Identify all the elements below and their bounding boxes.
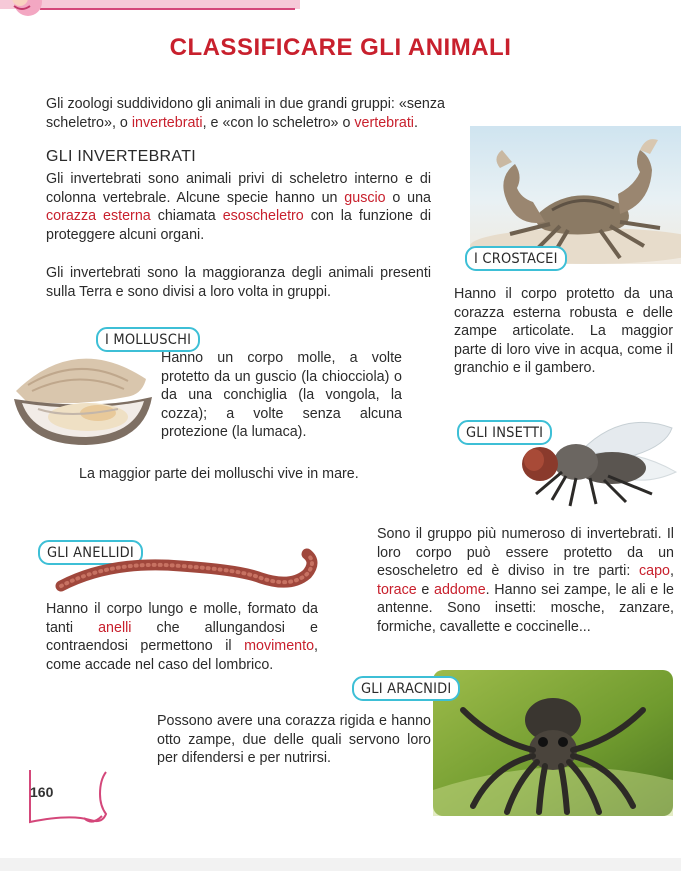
aracnidi-paragraph: Possono avere una corazza rigida e hanno otto zampe, due delle quali servono loro per difendersi e per nutrirsi. — [157, 713, 431, 767]
insetti-paragraph — [377, 525, 674, 637]
insetti-text-1: Sono il gruppo più numeroso di invertebrati. Il loro corpo può essere protetto da un esoscheletro ed è diviso in tre parti: — [377, 526, 674, 580]
term-addome: addome — [434, 581, 486, 598]
term-esoscheletro: esoscheletro — [222, 208, 304, 225]
page-number: 160 — [30, 784, 54, 800]
invertebrati-text-3: chiamata — [150, 208, 223, 225]
intro-text-1: Gli zoologi suddividono gli animali in due grandi gruppi: «senza scheletro», o — [46, 96, 445, 131]
label-anellidi: GLI ANELLIDI — [38, 540, 143, 565]
invertebrati-paragraph — [46, 170, 431, 244]
anellidi-text-2: che allungandosi e contraendosi permettono il — [46, 619, 318, 655]
invertebrati-text-2: o una — [385, 189, 432, 206]
invertebrati-text-4: con la funzione di proteggere alcuni organi. — [46, 208, 431, 243]
term-guscio: guscio — [344, 189, 386, 206]
label-insetti: GLI INSETTI — [457, 420, 552, 445]
intro-paragraph — [46, 95, 494, 132]
term-torace: torace — [377, 581, 417, 598]
page-footer-band — [0, 858, 681, 871]
crostacei-paragraph: Hanno il corpo protetto da una corazza esterna robusta e delle zampe articolate. La maggior parte di loro vive in acqua, come il granchio e il gambero. — [454, 286, 673, 377]
intro-text-2: , e «con lo scheletro» o — [202, 114, 355, 131]
page-title: CLASSIFICARE GLI ANIMALI — [169, 34, 512, 61]
term-invertebrati: invertebrati — [131, 114, 203, 131]
fly-image — [512, 410, 677, 510]
term-movimento: movimento — [244, 638, 315, 655]
label-aracnidi: GLI ARACNIDI — [352, 676, 460, 701]
invertebrati-paragraph-2: Gli invertebrati sono la maggioranza degli animali presenti sulla Terra e sono divisi a loro volta in gruppi. — [46, 265, 431, 300]
spider-image — [433, 670, 673, 816]
anellidi-paragraph — [46, 600, 318, 674]
anellidi-text-1: Hanno il corpo lungo e molle, formato da tanti — [46, 601, 318, 636]
intro-text-3: . — [414, 114, 418, 131]
clam-image — [8, 343, 158, 451]
term-corazza-esterna: corazza esterna — [46, 208, 151, 225]
term-capo: capo — [639, 563, 671, 580]
anellidi-text-3: , come accade nel caso del lombrico. — [46, 638, 318, 673]
top-decoration — [0, 0, 300, 14]
label-molluschi: I MOLLUSCHI — [96, 327, 200, 352]
term-anelli: anelli — [98, 619, 132, 636]
insetti-text-2: , — [670, 563, 674, 580]
term-vertebrati: vertebrati — [354, 114, 414, 131]
molluschi-paragraph: Hanno un corpo molle, a volte protetto da un guscio (la chiocciola) o da una conchiglia (la vongola, la cozza); a volte senza alcuna protezione (la lumaca). — [161, 350, 402, 441]
label-crostacei: I CROSTACEI — [465, 246, 567, 271]
invertebrati-heading: GLI INVERTEBRATI — [46, 148, 197, 165]
crab-image — [470, 126, 681, 264]
insetti-text-4: . Hanno sei zampe, le ali e le antenne. Sono insetti: mosche, zanzare, formiche, cavallette e coccinelle... — [377, 581, 674, 635]
molluschi-paragraph-2: La maggior parte dei molluschi vive in mare. — [79, 466, 359, 482]
invertebrati-text-1: Gli invertebrati sono animali privi di scheletro interno e di colonna vertebrale. Alcune specie hanno un — [46, 171, 431, 206]
insetti-text-3: e — [416, 581, 434, 598]
earthworm-image — [55, 546, 320, 598]
